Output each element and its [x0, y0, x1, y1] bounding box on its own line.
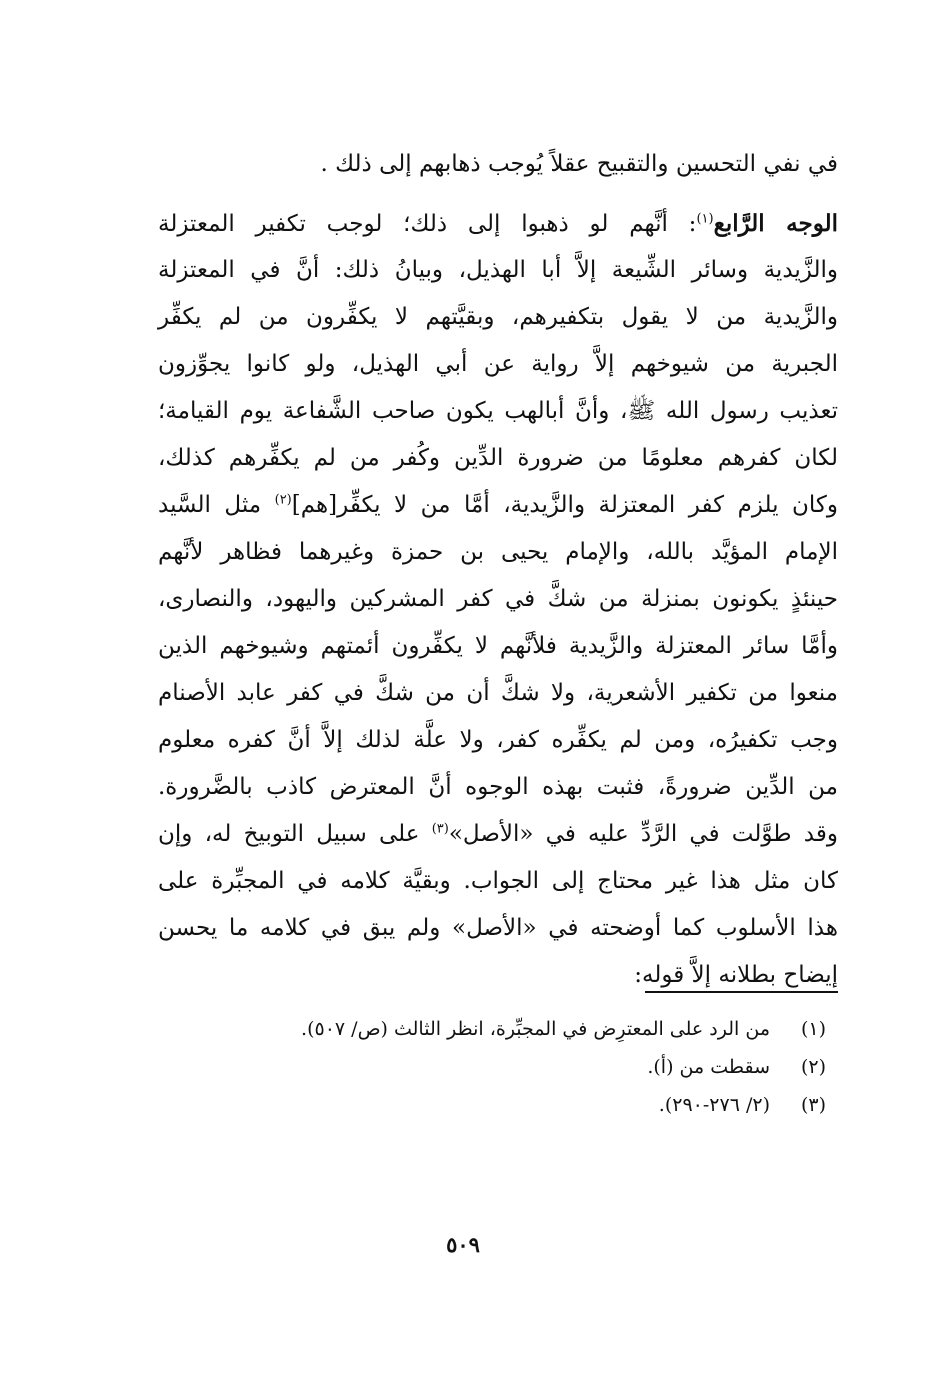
- text-line: هذا الأسلوب كما أوضحته في «الأصل» ولم يبق في كلامه ما يحسن: [158, 915, 838, 941]
- text-line: وقد طوَّلت في الرَّدِّ عليه في «الأصل»$^{(٣)}$ على سبيل التوبيخ له، وإن: [158, 821, 838, 847]
- text-line: لكان كفرهم معلومًا من ضرورة الدِّين وكُفر من لم يكفِّرهم كذلك،: [158, 445, 838, 471]
- footnote-text: (٢/ ٢٧٦-٢٩٠).: [658, 1094, 770, 1116]
- text-line: والزَّيدية من لا يقول بتكفيرهم، وبقيَّتهم لا يكفِّرون من لم يكفِّر: [158, 304, 838, 330]
- text-line: من الدِّين ضرورةً، فثبت بهذه الوجوه أنَّ المعترض كاذب بالضَّرورة.: [158, 774, 838, 800]
- footnote-text: من الرد على المعترِض في المجبِّرة، انظر الثالث (ص/ ٥٠٧).: [301, 1018, 770, 1040]
- text-line: تعذيب رسول الله ﷺ، وأنَّ أبالهب يكون صاحب الشَّفاعة يوم القيامة؛: [158, 398, 838, 424]
- text-line: كان مثل هذا غير محتاج إلى الجواب. وبقيَّة كلامه في المجبِّرة على: [158, 868, 838, 894]
- text-line: منعوا من تكفير الأشعرية، ولا شكَّ أن من شكَّ في كفر عابد الأصنام: [158, 680, 838, 706]
- text-line: وكان يلزم كفر المعتزلة والزَّيدية، أمَّا من لا يكفِّر[هم]$^{(٢)}$ مثل السَّيد: [158, 492, 838, 518]
- text-line: في نفي التحسين والتقبيح عقلاً يُوجب ذهابهم إلى ذلك .: [320, 151, 838, 177]
- page-number: ٥٠٩: [446, 1232, 480, 1257]
- footnote-ref: (٣): [431, 821, 449, 837]
- text-line: الإمام المؤيَّد بالله، والإمام يحيى بن حمزة وغيرهما فظاهر لأنَّهم: [158, 539, 838, 565]
- text-line: إيضاح بطلانه إلاَّ قوله:: [634, 962, 838, 988]
- main-text: [158, 141, 838, 999]
- text-line: الوجه الرَّابع$^{(١)}$: أنَّهم لو ذهبوا إلى ذلك؛ لوجب تكفير المعتزلة: [158, 210, 838, 237]
- footnote-ref: (٢): [274, 492, 292, 508]
- section-heading: الوجه الرَّابع: [713, 210, 838, 237]
- text-line: والزَّيدية وسائر الشِّيعة إلاَّ أبا الهذيل، وبيانُ ذلك: أنَّ في المعتزلة: [158, 257, 838, 283]
- footnote-number: (٢): [800, 1056, 826, 1078]
- footnotes: [266, 1010, 826, 1124]
- footnote: [266, 1086, 826, 1124]
- text-line: وجب تكفيرُه، ومن لم يكفِّره كفر، ولا علَّة لذلك إلاَّ أنَّ كفره معلوم: [158, 727, 838, 753]
- footnote-ref: (١): [696, 211, 714, 227]
- footnote-text: سقطت من (أ).: [647, 1056, 770, 1078]
- text-line: حينئذٍ يكونون بمنزلة من شكَّ في كفر المشركين واليهود، والنصارى،: [158, 586, 838, 612]
- text-line: وأمَّا سائر المعتزلة والزَّيدية فلأنَّهم لا يكفِّرون أئمتهم وشيوخهم الذين: [158, 633, 838, 659]
- text-line: الجبرية من شيوخهم إلاَّ رواية عن أبي الهذيل، ولو كانوا يجوِّزون: [158, 351, 838, 377]
- footnote-number: (٣): [800, 1094, 826, 1116]
- footnote-number: (١): [800, 1018, 826, 1040]
- paragraph-gap: [158, 188, 838, 200]
- footnote: [266, 1048, 826, 1086]
- footnote: [266, 1010, 826, 1048]
- footnote-divider: [645, 991, 838, 993]
